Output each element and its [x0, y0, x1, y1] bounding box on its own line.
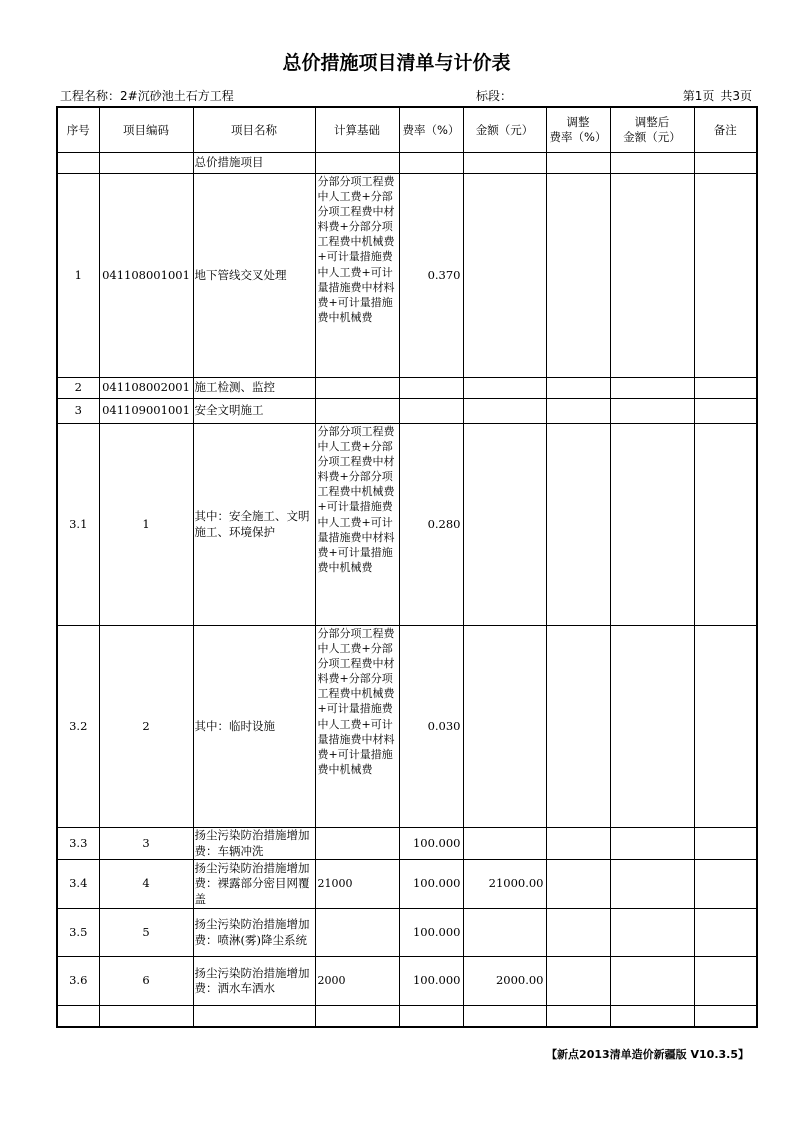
table-header-row — [57, 107, 757, 153]
cell-adj-amount — [610, 378, 694, 399]
table-row — [57, 424, 757, 626]
header-adj-amount — [610, 107, 694, 153]
cell-seq: 3.5 — [57, 909, 99, 957]
cell-adj-amount — [610, 1006, 694, 1027]
cell-rate — [399, 378, 463, 399]
cell-adj-rate — [546, 860, 610, 909]
cell-amount — [463, 909, 546, 957]
cell-basis: 21000 — [315, 860, 399, 909]
cell-amount: 2000.00 — [463, 957, 546, 1006]
cell-adj-amount — [610, 153, 694, 174]
cell-amount: 21000.00 — [463, 860, 546, 909]
cell-seq: 3.6 — [57, 957, 99, 1006]
cell-rate: 100.000 — [399, 909, 463, 957]
cell-rate — [399, 153, 463, 174]
page-total: 共3页 — [720, 89, 752, 103]
cell-adj-amount — [610, 957, 694, 1006]
header-adj-amount-line1: 调整后 — [634, 115, 670, 129]
cell-remark — [694, 399, 757, 424]
cell-remark — [694, 860, 757, 909]
cell-amount — [463, 153, 546, 174]
cell-remark — [694, 378, 757, 399]
cell-name: 扬尘污染防治措施增加费：喷淋(雾)降尘系统 — [193, 909, 315, 957]
cell-seq: 2 — [57, 378, 99, 399]
cell-adj-amount — [610, 424, 694, 626]
cell-adj-rate — [546, 957, 610, 1006]
table-row — [57, 153, 757, 174]
cell-name: 地下管线交叉处理 — [193, 174, 315, 378]
cell-remark — [694, 174, 757, 378]
cell-amount — [463, 424, 546, 626]
table-row — [57, 378, 757, 399]
header-seq: 序号 — [57, 107, 99, 153]
cell-adj-rate — [546, 399, 610, 424]
cell-amount — [463, 828, 546, 860]
table-row — [57, 399, 757, 424]
cell-adj-rate — [546, 174, 610, 378]
table-row — [57, 860, 757, 909]
cell-amount — [463, 1006, 546, 1027]
header-adj-rate-line2: 费率（%） — [549, 130, 607, 144]
cell-name: 扬尘污染防治措施增加费：车辆冲洗 — [193, 828, 315, 860]
cell-code: 1 — [99, 424, 193, 626]
cell-adj-amount — [610, 399, 694, 424]
project-label: 工程名称： — [60, 89, 121, 103]
header-code: 项目编码 — [99, 107, 193, 153]
cell-basis — [315, 909, 399, 957]
cell-code — [99, 153, 193, 174]
header-adj-rate — [546, 107, 610, 153]
header-remark: 备注 — [694, 107, 757, 153]
cell-basis — [315, 378, 399, 399]
section-label: 标段： — [476, 89, 513, 103]
cell-name: 扬尘污染防治措施增加费：裸露部分密目网覆盖 — [193, 860, 315, 909]
cell-remark — [694, 1006, 757, 1027]
cell-seq: 1 — [57, 174, 99, 378]
header-basis: 计算基础 — [315, 107, 399, 153]
cell-name: 施工检测、监控 — [193, 378, 315, 399]
cell-name — [193, 1006, 315, 1027]
cell-code: 4 — [99, 860, 193, 909]
cell-rate: 100.000 — [399, 828, 463, 860]
project-name: 2#沉砂池土石方工程 — [120, 89, 234, 103]
page-title: 总价措施项目清单与计价表 — [282, 52, 511, 74]
software-footer: 【新点2013清单造价新疆版 V10.3.5】 — [546, 1048, 749, 1061]
cell-amount — [463, 399, 546, 424]
cell-code: 041108001001 — [99, 174, 193, 378]
cell-code: 041109001001 — [99, 399, 193, 424]
cell-remark — [694, 957, 757, 1006]
cell-adj-amount — [610, 626, 694, 828]
cell-code — [99, 1006, 193, 1027]
cell-adj-rate — [546, 828, 610, 860]
cell-rate: 100.000 — [399, 860, 463, 909]
cell-amount — [463, 174, 546, 378]
cell-adj-rate — [546, 424, 610, 626]
cell-adj-rate — [546, 626, 610, 828]
header-rate: 费率（%） — [399, 107, 463, 153]
cell-remark — [694, 828, 757, 860]
table-row — [57, 957, 757, 1006]
cell-seq — [57, 153, 99, 174]
cell-basis — [315, 399, 399, 424]
cell-adj-amount — [610, 174, 694, 378]
cell-remark — [694, 909, 757, 957]
page-number: 第1页 — [682, 89, 715, 103]
cell-rate: 0.030 — [399, 626, 463, 828]
cell-seq: 3 — [57, 399, 99, 424]
table-row — [57, 909, 757, 957]
header-amount: 金额（元） — [463, 107, 546, 153]
cell-rate — [399, 399, 463, 424]
cell-code: 5 — [99, 909, 193, 957]
header-adj-rate-line1: 调整 — [566, 115, 590, 129]
cell-basis — [315, 153, 399, 174]
cell-code: 3 — [99, 828, 193, 860]
cell-rate: 0.280 — [399, 424, 463, 626]
cell-basis: 分部分项工程费中人工费+分部分项工程费中材料费+分部分项工程费中机械费+可计量措施费中人工费+可计量措施费中材料费+可计量措施费中机械费 — [315, 626, 399, 828]
cell-name: 扬尘污染防治措施增加费：洒水车洒水 — [193, 957, 315, 1006]
cell-seq: 3.3 — [57, 828, 99, 860]
header-name: 项目名称 — [193, 107, 315, 153]
cell-basis: 2000 — [315, 957, 399, 1006]
cell-name: 其中：临时设施 — [193, 626, 315, 828]
cell-amount — [463, 626, 546, 828]
cell-basis — [315, 828, 399, 860]
cell-seq: 3.4 — [57, 860, 99, 909]
table-row — [57, 1006, 757, 1027]
table-row — [57, 828, 757, 860]
page-info — [0, 87, 752, 104]
cell-seq: 3.1 — [57, 424, 99, 626]
cell-basis — [315, 1006, 399, 1027]
measures-table — [56, 106, 758, 1028]
cell-code: 6 — [99, 957, 193, 1006]
cell-code: 2 — [99, 626, 193, 828]
table-row — [57, 626, 757, 828]
cell-code: 041108002001 — [99, 378, 193, 399]
cell-remark — [694, 424, 757, 626]
cell-name: 其中：安全施工、文明施工、环境保护 — [193, 424, 315, 626]
cell-name: 总价措施项目 — [193, 153, 315, 174]
cell-basis: 分部分项工程费中人工费+分部分项工程费中材料费+分部分项工程费中机械费+可计量措施费中人工费+可计量措施费中材料费+可计量措施费中机械费 — [315, 424, 399, 626]
cell-adj-rate — [546, 909, 610, 957]
cell-rate: 100.000 — [399, 957, 463, 1006]
cell-remark — [694, 153, 757, 174]
cell-name: 安全文明施工 — [193, 399, 315, 424]
header-adj-amount-line2: 金额（元） — [623, 130, 681, 144]
cell-adj-rate — [546, 378, 610, 399]
cell-amount — [463, 378, 546, 399]
cell-adj-amount — [610, 860, 694, 909]
table-row — [57, 174, 757, 378]
cell-rate — [399, 1006, 463, 1027]
cell-adj-amount — [610, 909, 694, 957]
cell-adj-amount — [610, 828, 694, 860]
cell-remark — [694, 626, 757, 828]
cell-basis: 分部分项工程费中人工费+分部分项工程费中材料费+分部分项工程费中机械费+可计量措施费中人工费+可计量措施费中材料费+可计量措施费中机械费 — [315, 174, 399, 378]
cell-rate: 0.370 — [399, 174, 463, 378]
cell-adj-rate — [546, 1006, 610, 1027]
cell-seq: 3.2 — [57, 626, 99, 828]
cell-seq — [57, 1006, 99, 1027]
cell-adj-rate — [546, 153, 610, 174]
